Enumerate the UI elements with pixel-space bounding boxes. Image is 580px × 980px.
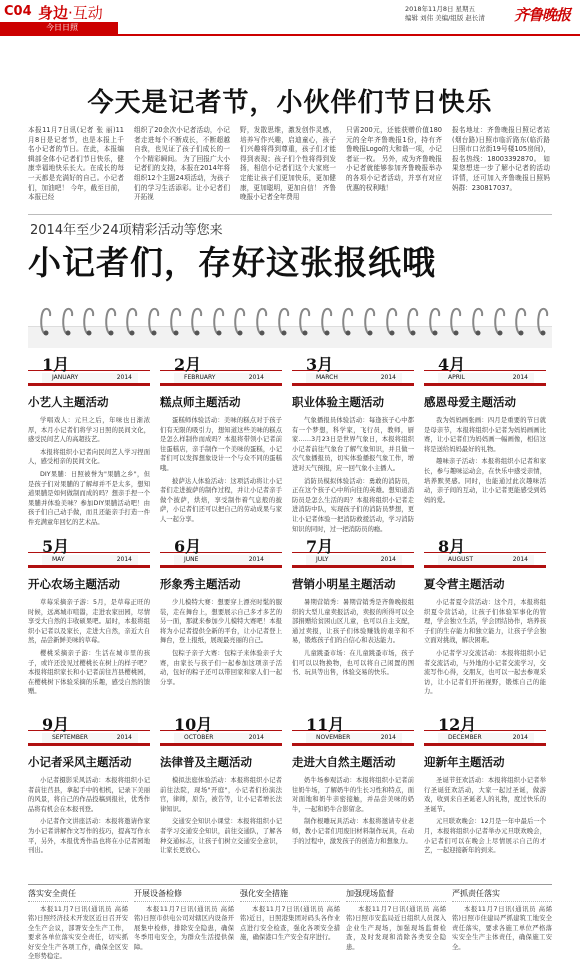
month-number: 9月 — [42, 715, 70, 734]
activity-text — [28, 776, 150, 856]
month-english: AUGUST — [448, 556, 474, 563]
section-title — [38, 2, 103, 23]
month-number: 5月 — [42, 537, 70, 556]
month-header — [292, 532, 423, 570]
month-cell — [160, 710, 291, 859]
brief-title: 强化安全措施 — [240, 888, 340, 902]
edition-strip: 今日日照 — [0, 22, 118, 34]
brief-column — [28, 888, 128, 961]
activity-title: 营销小明星主题活动 — [292, 577, 396, 591]
brief-column — [134, 888, 234, 952]
month-paragraph: 元旦联欢晚会：12月是一年中最后一个月，本报将组织小记者举办元旦联欢晚会，小记者们可以在晚会上尽情展示自己的才艺，一起迎接新年的到来。 — [424, 818, 546, 855]
month-number: 1月 — [42, 355, 70, 374]
month-cell — [28, 350, 159, 531]
section-divider — [28, 214, 552, 215]
month-paragraph: 本报将组织小记者向民间艺人学习捏面人，感受相亲的民间文化。 — [28, 448, 150, 466]
month-cell — [292, 532, 423, 681]
activity-text — [160, 598, 282, 687]
brief-text: 本报11月7日讯(通讯员 高烯铭)日照市安监局近日组织人员深入企业生产现场，加强现场监督检查，及时发现和消除各类安全隐患。 — [346, 906, 446, 951]
section-name: 身边 — [38, 4, 69, 22]
binding-ring — [362, 306, 378, 336]
month-header — [160, 532, 291, 570]
brief-column — [452, 888, 552, 952]
activity-text — [424, 776, 546, 856]
binding-ring — [81, 306, 97, 336]
main-headline: 今天是记者节，小伙伴们节日快乐 — [87, 88, 493, 118]
activity-text — [292, 598, 414, 678]
page-number: C04 — [4, 3, 38, 21]
month-cell — [28, 710, 159, 859]
activity-title: 糕点师主题活动 — [160, 395, 241, 409]
binding-ring — [427, 306, 443, 336]
activity-text — [28, 416, 150, 528]
month-number: 8月 — [438, 537, 466, 556]
month-paragraph: 交通安全知识小课堂：本报将组织小记者学习交通安全知识，前往交通队，了解各种交通标志，让孩子们树立交通安全意识，让家长更放心。 — [160, 818, 282, 855]
month-paragraph: 暑期营销秀：暑期营销秀是齐鲁晚报组织的大型儿童卖报活动，卖报的所得可以全部捐赠给贫困山区儿童，也可以自主支配，通过卖报，让孩子们体验赚钱的艰辛和不易，锻炼孩子们的自信心和表达能力。 — [292, 599, 414, 645]
month-year: 2014 — [512, 556, 528, 563]
month-year: 2014 — [248, 734, 264, 741]
binding-ring — [168, 306, 184, 336]
brief-text: 本报11月7日讯(通讯员 高烯铭)日照经济技术开发区近日召开安全生产会议，部署安全生产工作，要求各单位落实安全责任，切实抓好安全生产各项工作，确保全区安全形势稳定。 — [28, 906, 128, 961]
month-year: 2014 — [512, 374, 528, 381]
brief-text: 本报11月7日讯(通讯员 高烯铭)日照市供电公司对辖区内设备开展集中检修，排除安全隐患，确保冬季用电安全，为群众生活提供保障。 — [134, 906, 234, 951]
month-cell — [292, 710, 423, 849]
month-cell — [424, 710, 555, 859]
month-paragraph: 小记者学习交流活动：本报将组织小记者交流活动，与外地的小记者交流学习，交流写作心得，交朋友，也可以一起去参观采访，让小记者们开拓视野，锻炼自己的能力。 — [424, 649, 546, 696]
intro-column: 只需200元，还能获赠价值180元的全年齐鲁晚报1份，持有齐鲁晚报Logo的大和谐一项，小记者证一枚。 另外，成为齐鲁晚报小记者就能够参加齐鲁晚报举办的各项小记者活动，并享有对应优惠的权利哦！ — [346, 126, 442, 192]
month-paragraph: DIY果脯：日照被誉为"果脯之乡"，但是孩子们对果脯的了解却并不是太多，想知道果脯是如何做制而成的吗？想亲手捏一个果脯并体验美味？参加DIY果脯活动吧！由孩子们自己动手做，而且还能亲手打造一件件充满童年回忆的艺术品。 — [28, 470, 150, 526]
binding-ring — [38, 306, 54, 336]
month-english: OCTOBER — [184, 734, 214, 741]
binding-ring — [319, 306, 335, 336]
month-english: DECEMBER — [448, 734, 482, 741]
month-paragraph: 学唱戏人：元旦之后，年味也日渐浓厚，本月小记者们将学习日照的民间文化，感受民间艺人的高超技艺。 — [28, 417, 150, 444]
month-english: MAY — [52, 556, 65, 563]
month-year: 2014 — [116, 556, 132, 563]
month-paragraph: 气象播报员体验活动：每逢孩子心中都有一个梦想，科学家，飞行员，教师，厨家……3月23日是世界气象日，本报将组织小记者前往气象台了解气象知识，并且做一次气象播报员，切实体验播报气象工作，增进对天气预报，应一回气象小主播人。 — [292, 417, 414, 472]
activity-title: 职业体验主题活动 — [292, 395, 384, 409]
month-number: 2月 — [174, 355, 202, 374]
brief-title: 开展设备检修 — [134, 888, 234, 902]
month-paragraph: 披萨达人体验活动：这项活动将让小记者们走进披萨的制作过程，并让小记者亲手做个披萨，烘焙，享受制作着气息般的披萨，小记者们还可以把自己的劳动成果与家人一起分享。 — [160, 477, 282, 523]
binding-ring — [276, 306, 292, 336]
month-year: 2014 — [380, 556, 396, 563]
month-english: NOVEMBER — [316, 734, 351, 741]
month-year: 2014 — [116, 374, 132, 381]
activity-title: 开心农场主题活动 — [28, 577, 120, 591]
month-number: 3月 — [306, 355, 334, 374]
binding-ring — [232, 306, 248, 336]
issue-date: 2018年11月8日 星期五 — [405, 5, 476, 13]
activity-text — [160, 776, 282, 856]
month-header — [424, 532, 555, 570]
month-header — [28, 710, 159, 748]
activity-title: 迎新年主题活动 — [424, 755, 505, 769]
month-year: 2014 — [248, 556, 264, 563]
month-paragraph: 樱桃采摘亲子游：生活在城市里的孩子，或许还没见过樱桃长在树上的样子吧？本报将组织家长和小记者前往莒县樱桃园，在樱桃树下体验采摘的乐趣，感受自然的馈赠。 — [28, 649, 150, 696]
month-header — [28, 350, 159, 388]
month-cell — [424, 532, 555, 700]
issue-editors: 编辑 刘伟 美编/组版 赵长清 — [405, 14, 485, 22]
month-english: JULY — [316, 556, 329, 563]
month-header — [424, 350, 555, 388]
intro-column: 本报11月7日讯(记者 张 丽)11月8日是记者节，也是本报上千名小记者的节日。在此，本报编辑部全体小记者们节日快乐，健康幸福地快乐长大。在成长的每一天都是充满好的自己。小记者们，加油吧！ 今年，截至目前，本报已经 — [28, 126, 124, 202]
month-english: JUNE — [184, 556, 199, 563]
month-cell — [28, 532, 159, 700]
month-paragraph: 制作根雕玩具活动：本报将邀请专业老师，教小记者们用废旧材料制作玩具，在动手的过程中，激发孩子的创造力和想象力。 — [292, 818, 414, 845]
month-english: SEPTEMBER — [52, 734, 88, 741]
month-paragraph: 趣味亲子活动：本报将组织小记者和家长，参与趣味运动会，在快乐中感受亲情，培养默契感。同时，也能通过此次趣味活动，亲子间的互动，让小记者更能感受到妈妈的爱。 — [424, 458, 546, 504]
month-paragraph: 圣诞节狂欢活动：本报将组织小记者举行圣诞狂欢活动，大家一起过圣诞，做游戏，收到来自圣诞老人的礼物，度过快乐的圣诞节。 — [424, 777, 546, 813]
newspaper-logo: 齐鲁晚报 — [514, 6, 571, 24]
binding-ring — [211, 306, 227, 336]
month-english: FEBRUARY — [184, 374, 216, 381]
month-number: 7月 — [306, 537, 334, 556]
month-paragraph: 小记者摄影采风活动：本报将组织小记者前往莒县，拿起手中的相机，记录下美丽的风景，将自己的作品投稿到报社，优秀作品将有机会在本报刊登。 — [28, 777, 150, 813]
binding-ring — [535, 306, 551, 336]
month-cell — [160, 532, 291, 690]
month-paragraph: 儿童跳蚤市场：在儿童跳蚤市场，孩子们可以以物换物，也可以将自己闲置的图书、玩具等出售，体验交易的快乐。 — [292, 649, 414, 677]
activity-text — [28, 598, 150, 697]
binding-ring — [513, 306, 529, 336]
month-year: 2014 — [380, 734, 396, 741]
month-year: 2014 — [248, 374, 264, 381]
month-paragraph: 奶牛场参观活动：本报将组织小记者前往奶牛场，了解奶牛的生长习性和特点，面对面地和奶牛亲密接触，并品尝美味的奶牛，一起和奶牛合影留念。 — [292, 777, 414, 813]
intro-column: 野，发散思维，激发创作灵感，培养写作兴趣，启迪童心，孩子们兴趣将得到尊重，孩子们才能得到表现；孩子们个性将得到发扬，相信小记者们这个大家庭一定能让孩子们更加快乐，更加健康，更加聪明，更加自信！ 齐鲁晚报小记者全年费用 — [240, 126, 336, 202]
month-year: 2014 — [380, 374, 396, 381]
top-rule — [0, 34, 580, 36]
brief-title: 加强现场监督 — [346, 888, 446, 902]
subheadline: 2014年至少24项精彩活动等您来 — [30, 223, 223, 238]
month-cell — [424, 350, 555, 508]
month-header — [292, 710, 423, 748]
brief-text: 本报11月7日讯(通讯员 高烯铭)日照市住建局严抓建筑工地安全责任落实，要求各施工单位严格落实安全生产主体责任，确保施工安全。 — [452, 906, 552, 951]
binding-ring — [405, 306, 421, 336]
brief-column — [240, 888, 340, 943]
brief-column — [346, 888, 446, 952]
intro-column: 组织了20余次小记者活动，小记者走进每个不断成长，不断超越自我，也见证了孩子们成长的一个个精彩瞬间。 为了回报广大小记者们的支持，本报在2014年将组织12个主题24项活动，为孩子们的学习生活添彩。让小记者们开拓视 — [134, 126, 230, 202]
month-english: JANUARY — [52, 374, 79, 381]
month-number: 10月 — [174, 715, 213, 734]
month-paragraph: 消防员模拟体验活动：勇敢的消防员，正在这个孩子心中所向往的英雄。想知道消防员是怎么生活的吗？本报将组织小记者走进消防中队，实现孩子们的消防员梦想，更让小记者体验一把消防救援活动，学习消防知识的同时，过一把消防员的瘾。 — [292, 477, 414, 533]
month-header — [28, 532, 159, 570]
binding-ring — [470, 306, 486, 336]
month-year: 2014 — [512, 734, 528, 741]
activity-title: 夏令营主题活动 — [424, 577, 505, 591]
month-number: 4月 — [438, 355, 466, 374]
month-cell — [160, 350, 291, 528]
issue-info — [405, 5, 515, 23]
month-cell — [292, 350, 423, 537]
binding-ring — [297, 306, 313, 336]
binding-ring — [60, 306, 76, 336]
activity-title: 感恩母爱主题活动 — [424, 395, 516, 409]
activity-text — [160, 416, 282, 525]
activity-title: 形象秀主题活动 — [160, 577, 241, 591]
binding-ring — [448, 306, 464, 336]
month-paragraph: 草莓采摘亲子游：5月，是草莓正旺的时候，远离城市喧嚣，走进农家田园，尽情享受大自然的丰收硕果吧。届时，本报将组织小记者以及家长，走进大自然，亲近大自然，品尝新鲜美味的草莓。 — [28, 599, 150, 645]
feature-headline: 小记者们，存好这张报纸哦 — [28, 243, 436, 282]
activity-text — [424, 416, 546, 505]
month-paragraph: 蛋糕师体验活动：美味的糕点对于孩子们有无限的吸引力，想知道这些美味的糕点是怎么样制作而成吗？本报将带领小记者前往蛋糕店，亲手制作一个美味的蛋糕，小记者们可以发挥想象设计一个与众不同的蛋糕哦。 — [160, 417, 282, 472]
month-header — [160, 350, 291, 388]
binding-ring — [146, 306, 162, 336]
month-english: APRIL — [448, 374, 466, 381]
activity-text — [292, 416, 414, 534]
month-paragraph: 小记者夏令营活动：这个月，本报将组织夏令营活动，让孩子们体验军事化的管理，学会独立生活，学会团结协作，培养孩子们的生存能力和独立能力，让孩子学会独立面对挑战，解决困难。 — [424, 599, 546, 645]
activity-title: 小艺人主题活动 — [28, 395, 109, 409]
calendar-rings — [30, 306, 550, 336]
binding-ring — [492, 306, 508, 336]
activity-text — [292, 776, 414, 846]
binding-ring — [189, 306, 205, 336]
activity-text — [424, 598, 546, 697]
binding-ring — [254, 306, 270, 336]
month-number: 11月 — [306, 715, 345, 734]
activity-title: 走进大自然主题活动 — [292, 755, 396, 769]
activity-title: 法律普及主题活动 — [160, 755, 252, 769]
month-number: 12月 — [438, 715, 477, 734]
month-header — [292, 350, 423, 388]
brief-text: 本报11月7日讯(通讯员 高烯铭)近日，日照港集团对码头各作业点进行安全检查，强化各项安全措施，确保港口生产安全有序进行。 — [240, 906, 340, 942]
month-paragraph: 小记者作文讲座活动：本报将邀请作家为小记者讲解作文写作的技巧，提高写作水平，另外，本报优秀作品也将在小记者园地刊出。 — [28, 818, 150, 855]
binding-ring — [124, 306, 140, 336]
month-year: 2014 — [116, 734, 132, 741]
month-paragraph: 我为妈妈画张画：四月是重要的节日就是母亲节，本报将组织小记者为妈妈画画比赛，让小记者们为妈妈画一幅画像，相信这将是送给妈妈最好的礼物。 — [424, 417, 546, 453]
activity-title: 小记者采风主题活动 — [28, 755, 132, 769]
intro-column: 报名地址：齐鲁晚报日照记者站(烟台路)日照市临沂路东(临沂路日照市口岔街19号楼105房间)，报名热线：18003392870。 如果您想进一步了解小记者的活动详情，还可加入齐鲁晚报日照妈妈群：230817037。 — [452, 126, 550, 192]
binding-ring — [103, 306, 119, 336]
binding-ring — [340, 306, 356, 336]
section-sub: ·互动 — [68, 4, 103, 22]
binding-ring — [384, 306, 400, 336]
month-paragraph: 包粽子亲子大赛：包粽子来体验亲子大赛，由家长与孩子们一起参加这项亲子活动，包好的粽子还可以带回家和家人们一起分享。 — [160, 649, 282, 686]
month-paragraph: 模拟法庭体验活动：本报将组织小记者前往法院，现场"开庭"，小记者们扮演法官，律师，原告，被告等，让小记者增长法律知识。 — [160, 777, 282, 813]
masthead — [0, 0, 580, 34]
brief-title: 落实安全责任 — [28, 888, 128, 902]
month-paragraph: 少儿模特大赛：想要穿上漂亮时髦的服装，走在舞台上，想要展示自己多才多艺的另一面，那就来参加少儿模特大赛吧！本报将为小记者提供全新的平台，让小记者登上舞台，登上报纸，展现最亮丽的自己。 — [160, 599, 282, 645]
month-english: MARCH — [316, 374, 338, 381]
month-number: 6月 — [174, 537, 202, 556]
month-header — [424, 710, 555, 748]
brief-title: 严抓责任落实 — [452, 888, 552, 902]
bottom-divider — [28, 884, 552, 885]
month-header — [160, 710, 291, 748]
